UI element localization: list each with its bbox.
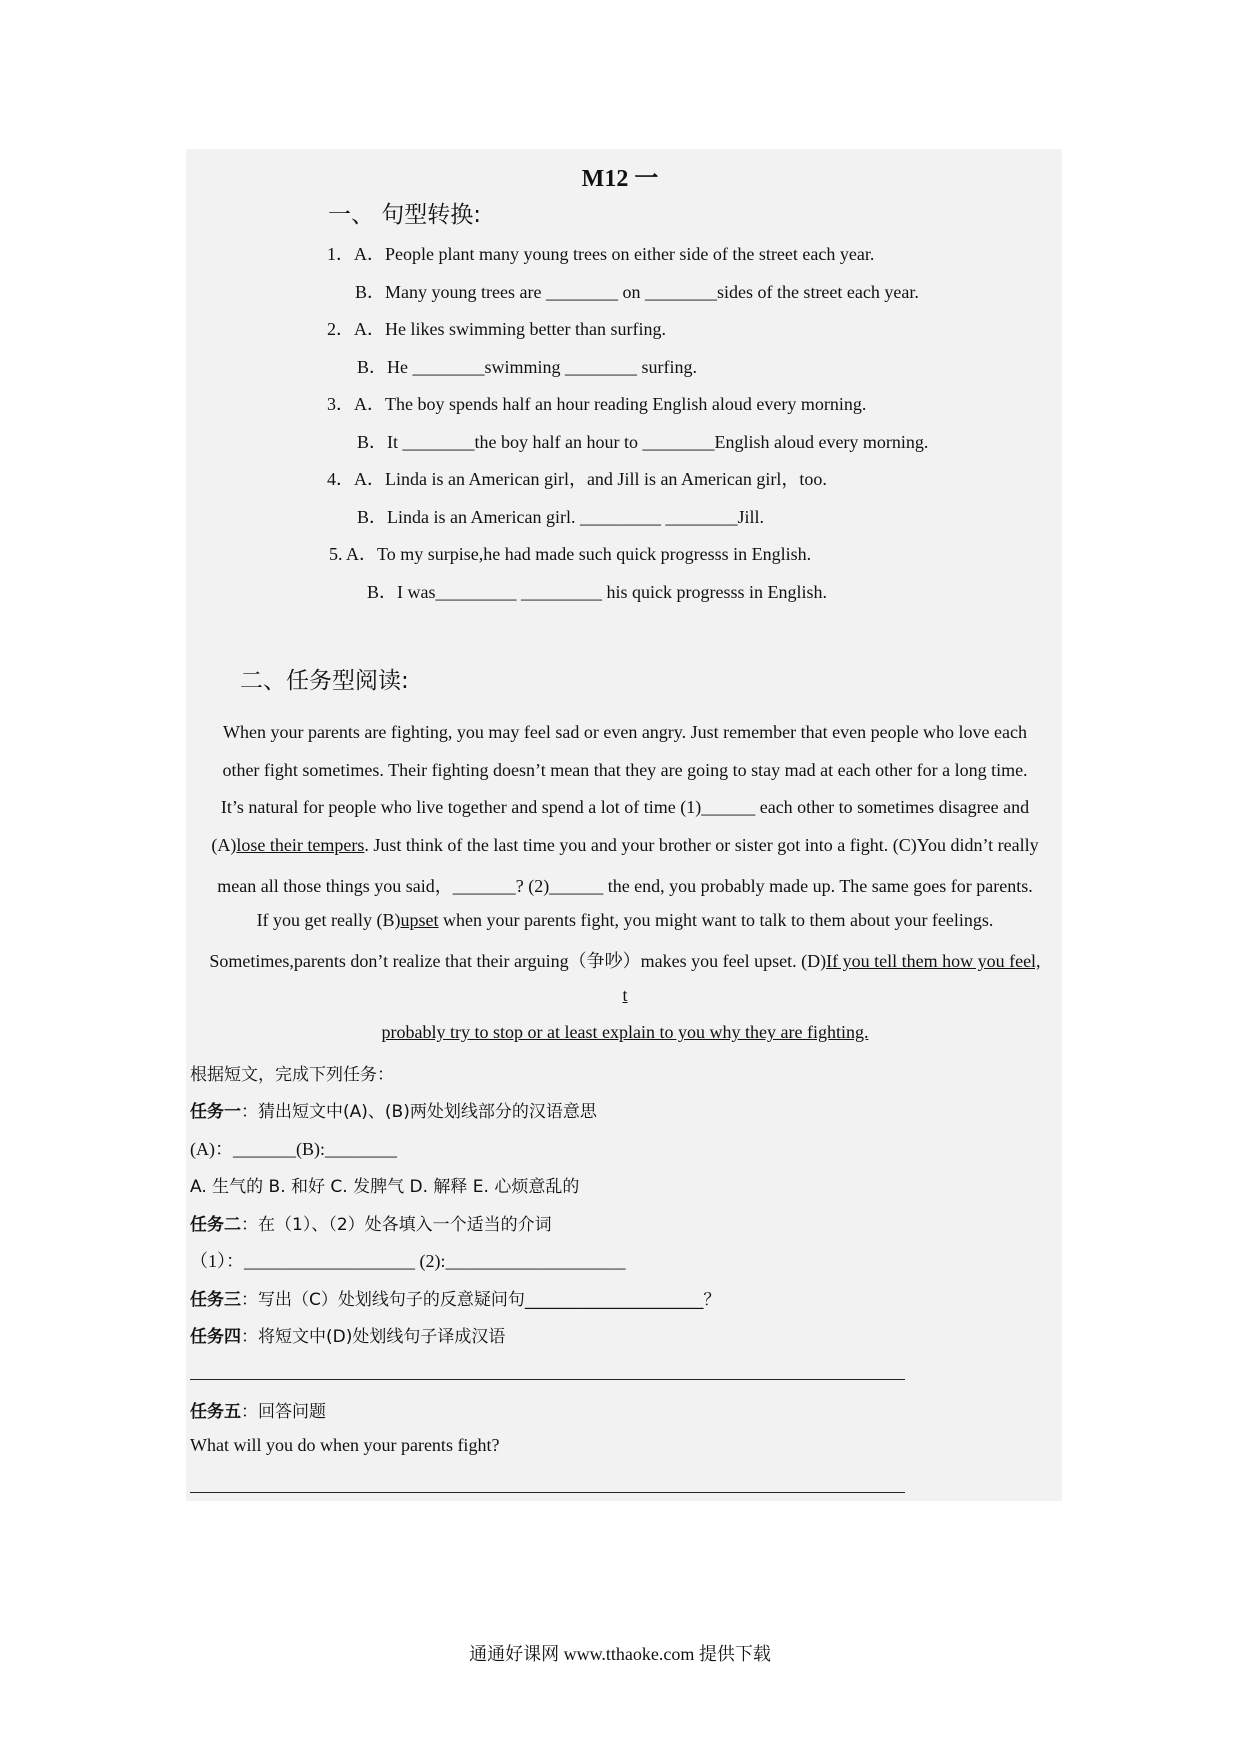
passage-line-8 xyxy=(190,985,1060,1006)
passage-line-7-prefix: Sometimes,parents don’t realize that their arguing（争吵）makes you feel upset. (D) xyxy=(209,951,827,971)
passage-line-4-prefix: (A) xyxy=(211,835,237,855)
task-1 xyxy=(190,1097,597,1122)
task-2-text: ：在（1）、（2）处各填入一个适当的介词 xyxy=(241,1215,552,1235)
task-1-label: 任务一 xyxy=(190,1102,241,1122)
item-2-a: 2．A．He likes swimming better than surfing. xyxy=(327,319,666,339)
task-1-text: ：猜出短文中(A)、(B)两处划线部分的汉语意思 xyxy=(241,1102,597,1122)
underlined-phrase-a: lose their tempers xyxy=(236,835,365,855)
task-4-label: 任务四 xyxy=(190,1327,241,1347)
tasks-intro: 根据短文，完成下列任务： xyxy=(190,1065,394,1085)
item-3-b: B．It ________the boy half an hour to ________English aloud every morning. xyxy=(357,432,929,452)
section1-heading: 一、 句型转换: xyxy=(328,202,482,228)
passage-line-4-rest: . Just think of the last time you and your brother or sister got into a fight. (C)You didn’t really xyxy=(364,835,1039,855)
item-2-b: B．He ________swimming ________ surfing. xyxy=(357,357,697,377)
passage-line-2: other fight sometimes. Their fighting doesn’t mean that they are going to stay mad at each other for a long time. xyxy=(222,760,1028,780)
item-4-b: B．Linda is an American girl. _________ ________Jill. xyxy=(357,507,764,527)
item-4-a: 4．A．Linda is an American girl，and Jill is an American girl，too. xyxy=(327,469,827,489)
underlined-sentence-d-cont: t xyxy=(622,985,628,1005)
passage-line-6 xyxy=(190,910,1060,931)
task-5-question: What will you do when your parents fight? xyxy=(190,1435,500,1455)
passage-line-1: When your parents are fighting, you may feel sad or even angry. Just remember that even people who love each xyxy=(222,722,1028,742)
task-5-text: ：回答问题 xyxy=(241,1402,326,1422)
passage-line-3: It’s natural for people who live together and spend a lot of time (1)______ each other to sometimes disagree and xyxy=(220,797,1030,817)
task-3 xyxy=(190,1285,720,1310)
underlined-word-b: upset xyxy=(400,910,439,930)
task-2 xyxy=(190,1210,552,1235)
section2-heading: 二、任务型阅读: xyxy=(240,668,409,694)
passage-line-9 xyxy=(190,1022,1060,1043)
task-1-options: A. 生气的 B. 和好 C. 发脾气 D. 解释 E. 心烦意乱的 xyxy=(190,1177,580,1197)
task-5-label: 任务五 xyxy=(190,1402,241,1422)
item-1-b: B．Many young trees are ________ on ________sides of the street each year. xyxy=(355,282,919,302)
item-5-b: B．I was_________ _________ his quick progresss in English. xyxy=(367,582,827,602)
task-4 xyxy=(190,1322,505,1347)
task-3-text: ：写出（C）处划线句子的反意疑问句_____________________？ xyxy=(241,1290,721,1310)
passage-line-4 xyxy=(190,835,1060,856)
passage-line-7 xyxy=(190,947,1060,973)
task-2-blank: （1）：___________________ (2):____________________ xyxy=(190,1251,626,1271)
item-3-a: 3．A．The boy spends half an hour reading English aloud every morning. xyxy=(327,394,867,414)
task-5 xyxy=(190,1397,326,1422)
task-3-label: 任务三 xyxy=(190,1290,241,1310)
item-1-a: 1．A．People plant many young trees on either side of the street each year. xyxy=(327,244,875,264)
underlined-sentence-d-end: probably try to stop or at least explain to you why they are fighting. xyxy=(381,1022,869,1042)
task-4-text: ：将短文中(D)处划线句子译成汉语 xyxy=(241,1327,506,1347)
answer-line-4 xyxy=(190,1379,905,1380)
footer-credit: 通通好课网 www.tthaoke.com 提供下载 xyxy=(469,1644,771,1664)
task-2-label: 任务二 xyxy=(190,1215,241,1235)
underlined-sentence-d: If you tell them how you feel, xyxy=(826,951,1041,971)
passage-line-6-prefix: If you get really (B) xyxy=(256,910,401,930)
passage-line-6-rest: when your parents fight, you might want to talk to them about your feelings. xyxy=(438,910,994,930)
page-title: M12 一 xyxy=(581,166,659,192)
item-5-a: 5. A．To my surpise,he had made such quick progresss in English. xyxy=(329,544,812,564)
task-1-blank: (A)：_______(B):________ xyxy=(190,1139,397,1159)
answer-line-5 xyxy=(190,1492,905,1493)
passage-line-5: mean all those things you said，_______? (2)______ the end, you probably made up. The same goes for parents. xyxy=(217,876,1033,896)
